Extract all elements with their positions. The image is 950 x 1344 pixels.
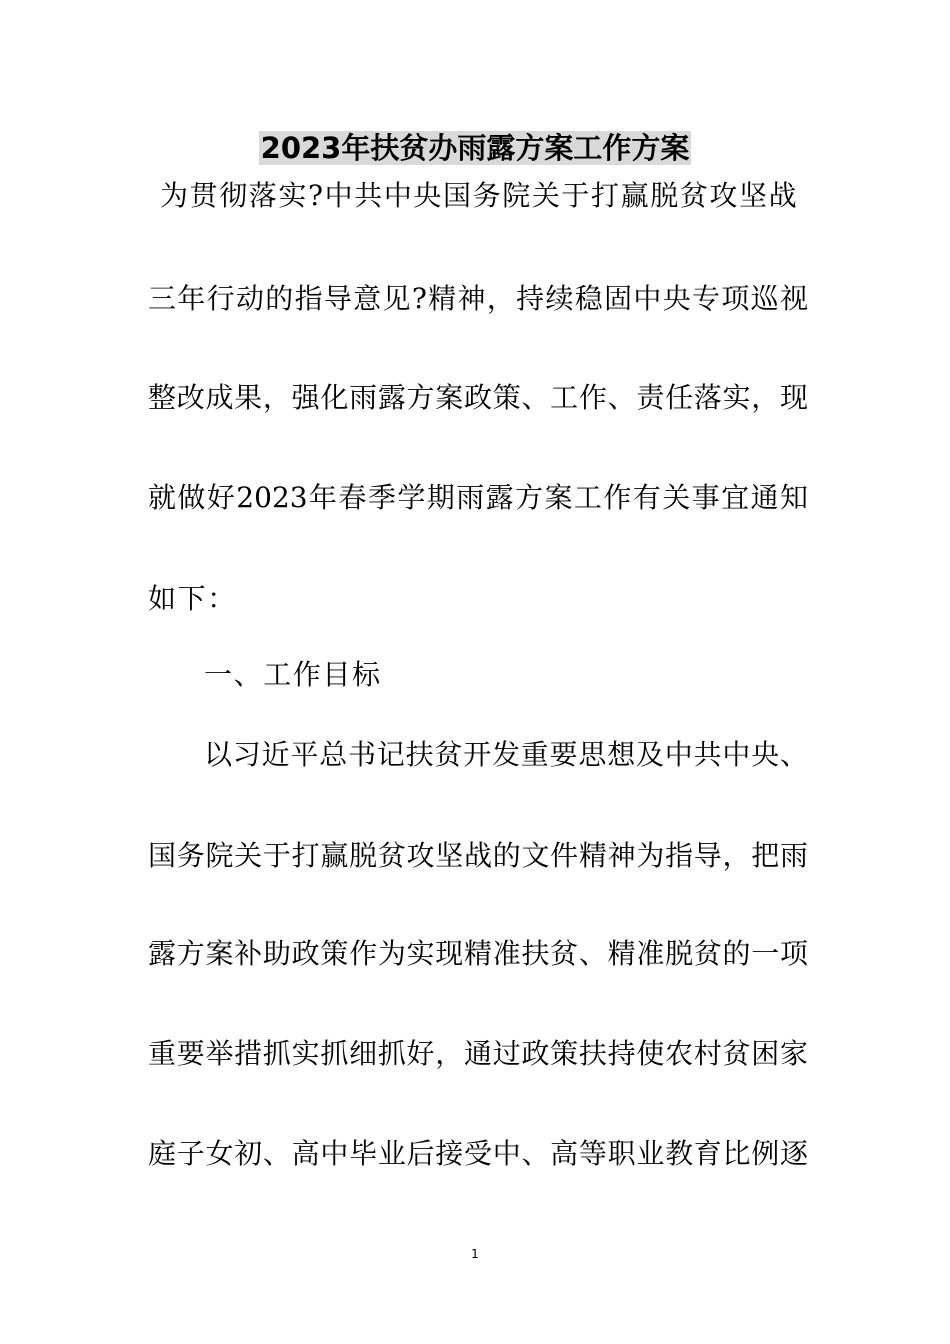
page-number: 1 [471, 1247, 479, 1261]
paragraph-line: 整改成果，强化雨露方案政策、工作、责任落实，现 [148, 381, 808, 414]
paragraph-line: 露方案补助政策作为实现精准扶贫、精准脱贫的一项 [148, 937, 808, 970]
paragraph-line: 重要举措抓实抓细抓好，通过政策扶持使农村贫困家 [148, 1037, 808, 1070]
document-title [0, 128, 950, 168]
paragraph-line: 以习近平总书记扶贫开发重要思想及中共中央、 [204, 738, 808, 771]
paragraph-line: 如下： [148, 582, 237, 615]
paragraph-line: 三年行动的指导意见?精神，持续稳固中央专项巡视 [148, 282, 808, 315]
section-heading: 一、工作目标 [204, 658, 382, 691]
paragraph-line: 国务院关于打赢脱贫攻坚战的文件精神为指导，把雨 [148, 839, 808, 872]
document-title-text: 2023年扶贫办雨露方案工作方案 [260, 131, 690, 165]
paragraph-line: 就做好2023年春季学期雨露方案工作有关事宜通知 [148, 481, 808, 514]
paragraph-line: 为贯彻落实?中共中央国务院关于打赢脱贫攻坚战 [160, 179, 799, 212]
paragraph-line: 庭子女初、高中毕业后接受中、高等职业教育比例逐 [148, 1137, 808, 1170]
